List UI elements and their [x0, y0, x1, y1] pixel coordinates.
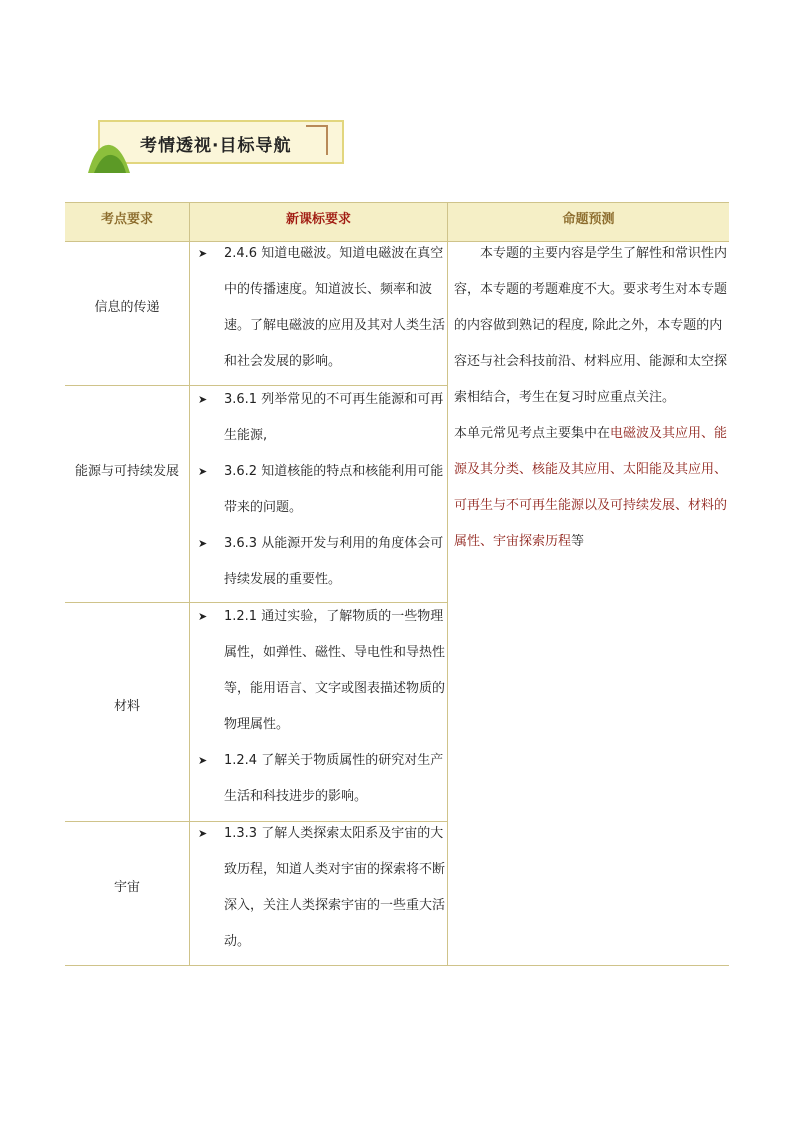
section-banner — [86, 115, 350, 177]
category-materials: 材料 — [113, 699, 140, 714]
table-bottom-border — [65, 965, 729, 966]
requirement-item: ➤ 1.3.3 了解人类探索太阳系及宇宙的大致历程，知道人类对宇宙的探索将不断深入，关注人类探索宇宙的一些重大活动。 — [190, 816, 447, 960]
column-divider — [447, 202, 448, 966]
requirement-item: ➤ 3.6.3 从能源开发与利用的角度体会可持续发展的重要性。 — [190, 526, 447, 598]
requirements-energy — [190, 382, 447, 598]
requirements-materials — [190, 599, 447, 815]
prediction-paragraph-2: 本单元常见考点主要集中在电磁波及其应用、能源及其分类、核能及其应用、太阳能及其应用、可再生与不可再生能源以及可持续发展、材料的属性、宇宙探索历程等 — [454, 426, 728, 549]
green-hill-icon — [86, 137, 134, 173]
arrowhead-bullet-icon: ➤ — [198, 537, 208, 550]
category-energy: 能源与可持续发展 — [74, 464, 179, 479]
requirement-item: ➤ 2.4.6 知道电磁波。知道电磁波在真空中的传播速度。知道波长、频率和波速。了解电磁波的应用及其对人类生活和社会发展的影响。 — [190, 236, 447, 380]
arrowhead-bullet-icon: ➤ — [198, 393, 208, 406]
banner-side-line — [326, 125, 328, 155]
prediction-text — [454, 236, 728, 560]
requirements-table — [65, 202, 729, 966]
arrowhead-bullet-icon: ➤ — [198, 247, 208, 260]
requirement-item: ➤ 1.2.1 通过实验，了解物质的一些物理属性，如弹性、磁性、导电性和导热性等，能用语言、文字或图表描述物质的物理属性。 — [190, 599, 447, 743]
requirement-item: ➤ 3.6.1 列举常见的不可再生能源和可再生能源, — [190, 382, 447, 454]
requirements-info-transfer — [190, 236, 447, 380]
header-curriculum: 新课标要求 — [285, 212, 351, 227]
arrowhead-bullet-icon: ➤ — [198, 465, 208, 478]
prediction-paragraph-1: 本专题的主要内容是学生了解性和常识性内容，本专题的考题难度不大。要求考生对本专题的内容做到熟记的程度, 除此之外，本专题的内容还与社会科技前沿、材料应用、能源和太空探索相结合，考生在复习时应重点关注。 — [454, 246, 728, 405]
requirement-item: ➤ 3.6.2 知道核能的特点和核能利用可能带来的问题。 — [190, 454, 447, 526]
requirement-item: ➤ 1.2.4 了解关于物质属性的研究对生产生活和科技进步的影响。 — [190, 743, 447, 815]
arrowhead-bullet-icon: ➤ — [198, 754, 208, 767]
category-info-transfer: 信息的传递 — [94, 300, 160, 315]
requirements-universe — [190, 816, 447, 960]
arrowhead-bullet-icon: ➤ — [198, 610, 208, 623]
key-points-highlight: 电磁波及其应用、能源及其分类、核能及其应用、太阳能及其应用、可再生与不可再生能源以及可持续发展、材料的属性、宇宙探索历程 — [454, 426, 728, 549]
header-prediction: 命题预测 — [562, 212, 615, 227]
banner-title: 考情透视·目标导航 — [140, 136, 292, 156]
banner-corner-line — [306, 125, 328, 127]
category-universe: 宇宙 — [113, 880, 140, 895]
header-exam-points: 考点要求 — [100, 212, 153, 227]
arrowhead-bullet-icon: ➤ — [198, 827, 208, 840]
